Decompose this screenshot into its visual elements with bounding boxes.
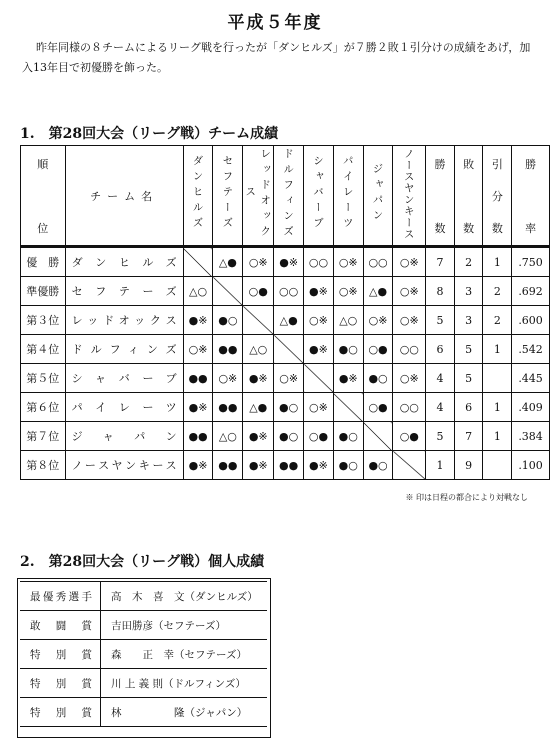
- losses-cell: 7: [454, 422, 483, 451]
- pct-cell: .409: [512, 393, 550, 422]
- result-cell: △●: [363, 277, 393, 306]
- result-cell: ●※: [243, 451, 274, 480]
- diagonal-cell: [393, 451, 426, 480]
- result-cell: ●※: [243, 422, 274, 451]
- pct-cell: .750: [512, 247, 550, 277]
- draws-header: [483, 146, 512, 247]
- wins-cell: 8: [426, 277, 455, 306]
- result-cell: ●○: [274, 393, 304, 422]
- pct-header-bottom: 率: [525, 221, 537, 235]
- result-cell: ●●: [213, 393, 243, 422]
- result-cell: ○※: [393, 277, 426, 306]
- result-cell: ●●: [213, 335, 243, 364]
- result-cell: ○※: [243, 247, 274, 277]
- opponent-header-label: レッドオックス: [244, 147, 272, 241]
- result-cell: △○: [243, 335, 274, 364]
- result-cell: ○※: [304, 306, 334, 335]
- result-cell: ●○: [333, 422, 363, 451]
- team-name-cell: パイレーツ: [65, 393, 183, 422]
- rank-cell: 第３位: [21, 306, 66, 335]
- rank-cell: 準優勝: [21, 277, 66, 306]
- rank-cell: 第４位: [21, 335, 66, 364]
- wins-cell: 4: [426, 364, 455, 393]
- result-cell: ●※: [304, 451, 334, 480]
- team-name-cell: ダンヒルズ: [65, 247, 183, 277]
- result-cell: ●○: [274, 422, 304, 451]
- result-cell: ○※: [393, 247, 426, 277]
- team-name-header: チーム名: [65, 146, 183, 247]
- awards-table: [20, 581, 267, 727]
- wins-header: [426, 146, 455, 247]
- rank-cell: 第５位: [21, 364, 66, 393]
- result-cell: ●※: [274, 247, 304, 277]
- wins-cell: 7: [426, 247, 455, 277]
- awards-table-body: [20, 582, 267, 727]
- result-cell: ○○: [393, 393, 426, 422]
- pct-cell: .542: [512, 335, 550, 364]
- losses-header: [454, 146, 483, 247]
- result-cell: ○●: [393, 422, 426, 451]
- losses-cell: 6: [454, 393, 483, 422]
- table-row: [21, 247, 550, 277]
- draws-cell: 1: [483, 247, 512, 277]
- result-cell: ●○: [363, 451, 393, 480]
- team-name-cell: シャバーブ: [65, 364, 183, 393]
- wins-header-bottom: 数: [434, 221, 446, 235]
- opponent-header: [304, 146, 334, 247]
- result-cell: △○: [183, 277, 213, 306]
- diagonal-cell: [363, 422, 393, 451]
- result-cell: ○●: [363, 335, 393, 364]
- team-name-cell: セフテーズ: [65, 277, 183, 306]
- diagonal-cell: [243, 306, 274, 335]
- result-cell: △○: [333, 306, 363, 335]
- result-cell: ○※: [333, 277, 363, 306]
- pct-cell: .692: [512, 277, 550, 306]
- result-cell: ●○: [333, 335, 363, 364]
- award-title: 最優秀選手: [20, 582, 101, 611]
- diagonal-cell: [213, 277, 243, 306]
- draws-cell: [483, 364, 512, 393]
- result-cell: ○○: [363, 247, 393, 277]
- wins-header-top: 勝: [434, 157, 446, 171]
- page-title: 平成５年度: [227, 13, 323, 33]
- draws-cell: 1: [483, 393, 512, 422]
- section-title-individual-results: 2. 第28回大会（リーグ戦）個人成績: [20, 554, 265, 570]
- result-cell: ●※: [183, 306, 213, 335]
- diagonal-cell: [333, 393, 363, 422]
- result-cell: ●※: [183, 451, 213, 480]
- losses-cell: 9: [454, 451, 483, 480]
- pct-cell: .600: [512, 306, 550, 335]
- league-results-table: [20, 145, 550, 480]
- award-title: 特別賞: [20, 640, 101, 669]
- opponent-header-label: ノースヤンキース: [402, 148, 415, 240]
- pct-header: [512, 146, 550, 247]
- award-winner: 吉田勝彦（セフテーズ）: [101, 611, 268, 640]
- award-winner: 林 隆（ジャパン）: [101, 698, 268, 727]
- losses-cell: 3: [454, 306, 483, 335]
- intro-paragraph: 昨年同様の８チームによるリーグ戦を行ったが「ダンヒルズ」が７勝２敗１引分けの成績をあげ，加入13年目で初優勝を飾った。: [22, 41, 531, 74]
- pct-cell: .445: [512, 364, 550, 393]
- rank-header: [21, 146, 66, 247]
- wins-cell: 5: [426, 306, 455, 335]
- award-row: [20, 582, 267, 611]
- result-cell: ●●: [213, 451, 243, 480]
- result-cell: ○○: [393, 335, 426, 364]
- result-cell: ●※: [333, 364, 363, 393]
- draws-cell: 1: [483, 422, 512, 451]
- losses-cell: 5: [454, 335, 483, 364]
- result-cell: △●: [213, 247, 243, 277]
- wins-cell: 1: [426, 451, 455, 480]
- result-cell: ○※: [213, 364, 243, 393]
- losses-header-bottom: 数: [463, 221, 475, 235]
- result-cell: ●●: [183, 364, 213, 393]
- result-cell: ●※: [304, 277, 334, 306]
- result-cell: ●※: [243, 364, 274, 393]
- result-cell: △●: [243, 393, 274, 422]
- rank-cell: 第８位: [21, 451, 66, 480]
- award-winner: 川 上 義 則（ドルフィンズ）: [101, 669, 268, 698]
- diagonal-cell: [183, 247, 213, 277]
- result-cell: ○○: [304, 247, 334, 277]
- draws-header-bottom: 数: [491, 221, 503, 235]
- losses-cell: 2: [454, 247, 483, 277]
- award-row: [20, 611, 267, 640]
- award-row: [20, 698, 267, 727]
- team-name-cell: ノースヤンキース: [65, 451, 183, 480]
- losses-cell: 3: [454, 277, 483, 306]
- table-row: [21, 364, 550, 393]
- team-name-cell: ジャパン: [65, 422, 183, 451]
- opponent-header-label: ジャパン: [371, 163, 384, 225]
- award-title: 敢闘賞: [20, 611, 101, 640]
- award-winner: 森 正 幸（セフテーズ）: [101, 640, 268, 669]
- result-cell: ○※: [183, 335, 213, 364]
- league-table-body: [21, 247, 550, 480]
- draws-cell: [483, 451, 512, 480]
- result-cell: ●●: [274, 451, 304, 480]
- result-cell: ○※: [393, 306, 426, 335]
- wins-cell: 5: [426, 422, 455, 451]
- award-row: [20, 669, 267, 698]
- table-row: [21, 393, 550, 422]
- result-cell: ●※: [304, 335, 334, 364]
- result-cell: △●: [274, 306, 304, 335]
- result-cell: △○: [213, 422, 243, 451]
- result-cell: ○※: [393, 364, 426, 393]
- section-title-team-results: 1. 第28回大会（リーグ戦）チーム成績: [20, 126, 279, 142]
- opponent-header: [333, 146, 363, 247]
- table-row: [21, 451, 550, 480]
- team-name-cell: ドルフィンズ: [65, 335, 183, 364]
- result-cell: ○○: [274, 277, 304, 306]
- rank-cell: 第７位: [21, 422, 66, 451]
- rank-cell: 第６位: [21, 393, 66, 422]
- opponent-header-label: ダンヒルズ: [191, 155, 204, 233]
- losses-header-top: 敗: [463, 157, 475, 171]
- award-title: 特別賞: [20, 669, 101, 698]
- opponent-header: [363, 146, 393, 247]
- award-row: [20, 640, 267, 669]
- opponent-header-label: セフテーズ: [221, 155, 234, 233]
- pct-header-top: 勝: [525, 157, 537, 171]
- draws-cell: 2: [483, 277, 512, 306]
- losses-cell: 5: [454, 364, 483, 393]
- result-cell: ○●: [363, 393, 393, 422]
- wins-cell: 6: [426, 335, 455, 364]
- opponent-header: [274, 146, 304, 247]
- rank-header-bottom: 位: [37, 221, 49, 235]
- diagonal-cell: [274, 335, 304, 364]
- table-header-row: [21, 146, 550, 247]
- table-row: [21, 306, 550, 335]
- result-cell: ○※: [304, 393, 334, 422]
- opponent-header: [183, 146, 213, 247]
- diagonal-cell: [304, 364, 334, 393]
- pct-cell: .100: [512, 451, 550, 480]
- table-row: [21, 277, 550, 306]
- rank-header-top: 順: [37, 157, 49, 171]
- result-cell: ●●: [183, 422, 213, 451]
- opponent-header: [393, 146, 426, 247]
- result-cell: ●○: [333, 451, 363, 480]
- result-cell: ○●: [304, 422, 334, 451]
- result-cell: ○※: [333, 247, 363, 277]
- rank-cell: 優 勝: [21, 247, 66, 277]
- result-cell: ○※: [274, 364, 304, 393]
- result-cell: ●※: [183, 393, 213, 422]
- wins-cell: 4: [426, 393, 455, 422]
- opponent-header: [213, 146, 243, 247]
- result-cell: ●○: [363, 364, 393, 393]
- award-winner: 高 木 喜 文（ダンヒルズ）: [101, 582, 268, 611]
- award-title: 特別賞: [20, 698, 101, 727]
- draws-cell: 2: [483, 306, 512, 335]
- result-cell: ○●: [243, 277, 274, 306]
- pct-cell: .384: [512, 422, 550, 451]
- opponent-header-label: ドルフィンズ: [282, 147, 295, 241]
- result-cell: ○※: [363, 306, 393, 335]
- table-row: [21, 335, 550, 364]
- team-name-cell: レッドオックス: [65, 306, 183, 335]
- draws-header-top: 引: [491, 157, 503, 171]
- opponent-header-label: パイレーツ: [341, 155, 354, 233]
- draws-cell: 1: [483, 335, 512, 364]
- opponent-header: [243, 146, 274, 247]
- opponent-header-label: シャバーブ: [311, 155, 324, 233]
- draws-header-mid: 分: [491, 189, 503, 203]
- result-cell: ●○: [213, 306, 243, 335]
- table-row: [21, 422, 550, 451]
- footnote: ※ 印は日程の都合により対戦なし: [405, 493, 528, 502]
